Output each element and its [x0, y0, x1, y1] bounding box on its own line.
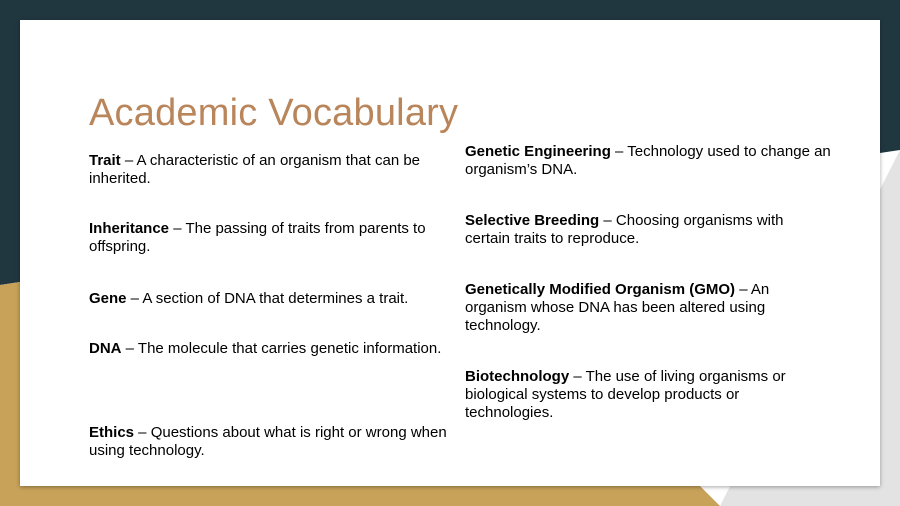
term-definition: – An organism whose DNA has been altered using technology.: [465, 281, 770, 334]
vocab-trait: [89, 152, 461, 188]
term-label: Trait: [89, 152, 121, 169]
vocab-genetic-engineering: [465, 143, 860, 179]
term-label: Genetically Modified Organism (GMO): [465, 281, 736, 298]
term-definition: – The passing of traits from parents to offspring.: [89, 220, 426, 255]
term-label: DNA: [89, 340, 122, 357]
slide-title: Academic Vocabulary: [89, 92, 459, 134]
vocab-gene: [89, 290, 461, 308]
vocab-ethics: [89, 424, 461, 460]
term-definition: – A characteristic of an organism that can be inherited.: [89, 152, 421, 187]
term-label: Ethics: [89, 424, 135, 441]
gold-band-bottom: [0, 486, 720, 506]
term-definition: – The molecule that carries genetic information.: [121, 340, 442, 357]
term-definition: – The use of living organisms or biological systems to develop products or technologies.: [465, 368, 786, 421]
vocab-selective-breeding: [465, 212, 825, 248]
gold-band: [0, 282, 20, 506]
slide-card: [20, 20, 880, 486]
term-label: Inheritance: [89, 220, 170, 237]
term-definition: – Technology used to change an organism’s DNA.: [465, 143, 831, 178]
term-label: Biotechnology: [465, 368, 570, 385]
term-label: Selective Breeding: [465, 212, 600, 229]
term-label: Genetic Engineering: [465, 143, 611, 160]
vocab-biotechnology: [465, 368, 825, 422]
term-definition: – Choosing organisms with certain traits to reproduce.: [465, 212, 784, 247]
term-definition: – Questions about what is right or wrong when using technology.: [89, 424, 447, 459]
vocab-inheritance: [89, 220, 461, 256]
term-definition: – A section of DNA that determines a trait.: [126, 290, 409, 307]
vocab-gmo: [465, 281, 825, 335]
vocab-dna: [89, 340, 461, 358]
term-label: Gene: [89, 290, 127, 307]
